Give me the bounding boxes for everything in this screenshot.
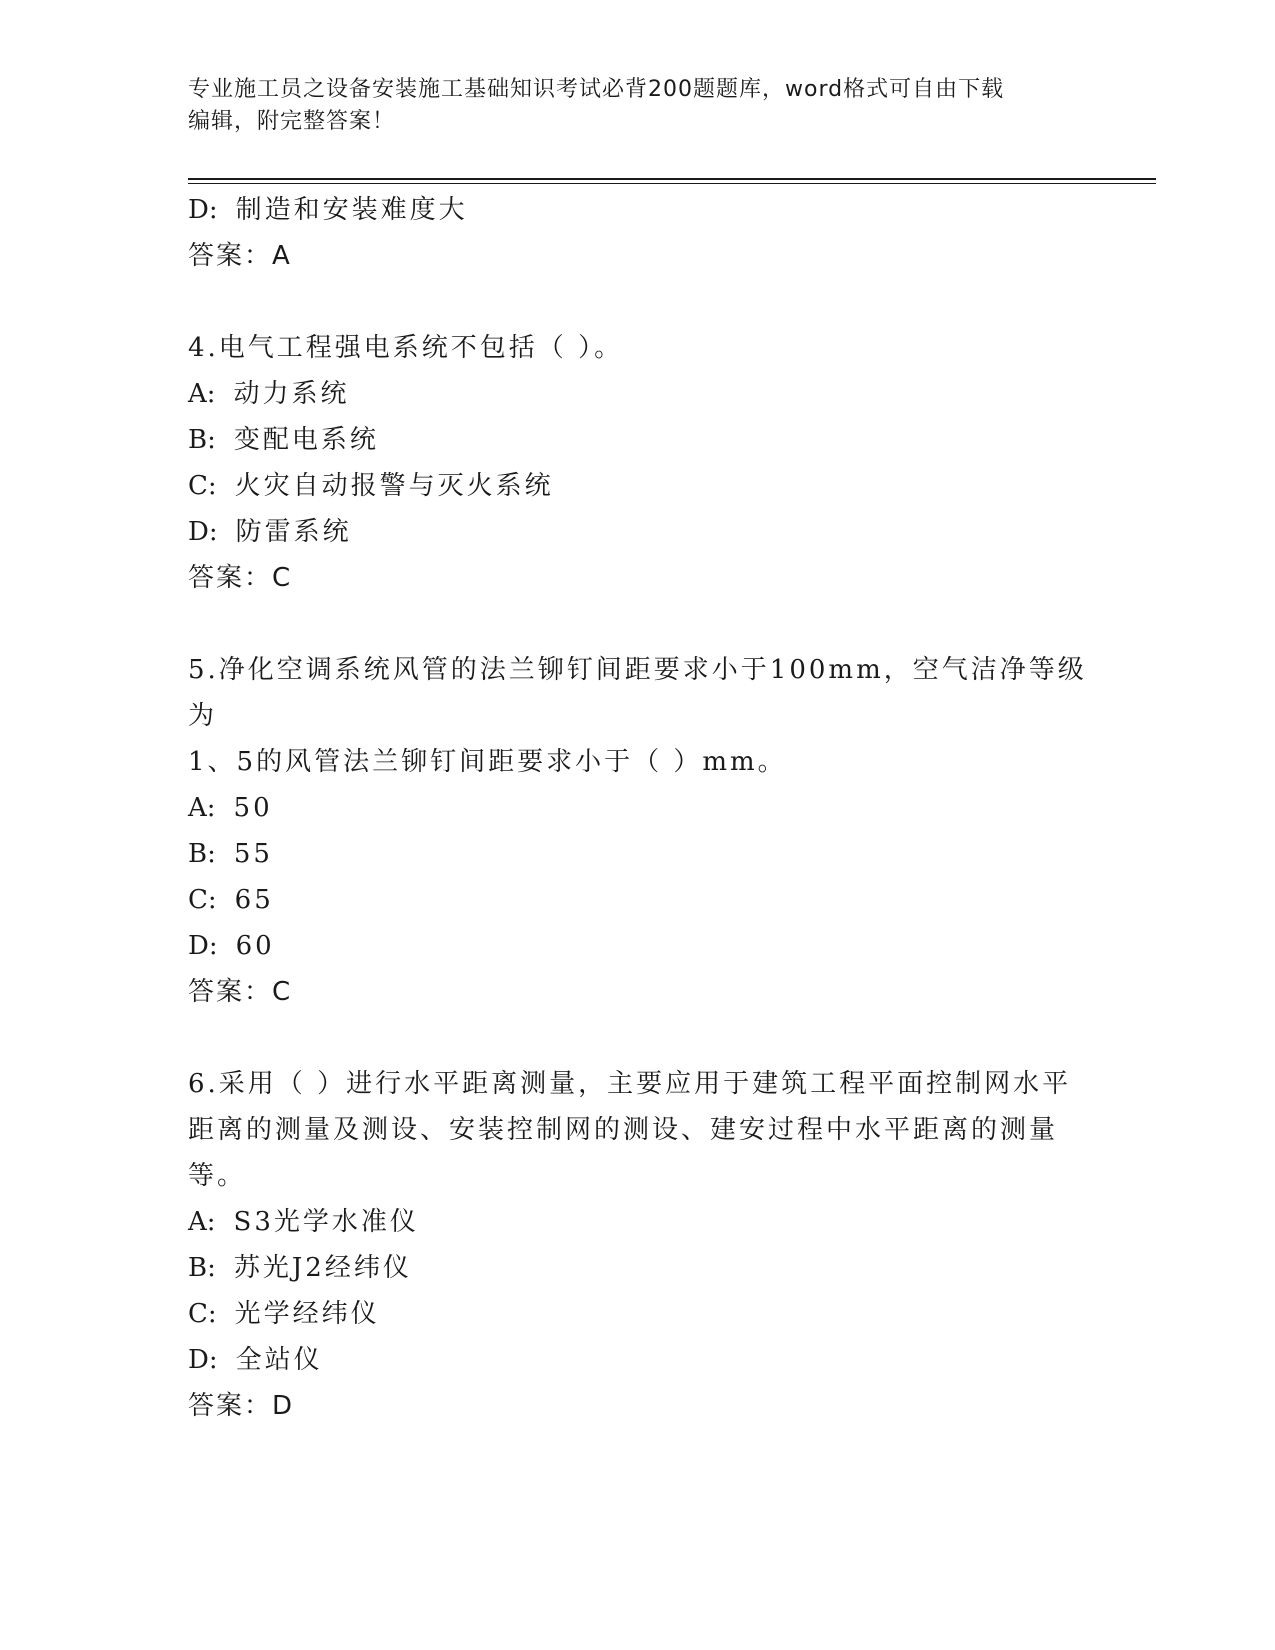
question-6-line-1: 6.采用（ ）进行水平距离测量，主要应用于建筑工程平面控制网水平	[188, 1069, 1072, 1099]
option-label: B:	[188, 425, 216, 455]
question-5-line-2: 1、5的风管法兰铆钉间距要求小于（ ）mm。	[188, 747, 787, 777]
option-label: B:	[188, 839, 216, 869]
option-text: 65	[234, 885, 274, 915]
option-text: 变配电系统	[233, 425, 379, 455]
question-5-line-1: 5.净化空调系统风管的法兰铆钉间距要求小于100mm，空气洁净等级为	[188, 655, 1087, 731]
option-label: C:	[188, 471, 217, 501]
question-6-text	[188, 1061, 1088, 1199]
header-divider-thick	[188, 178, 1156, 180]
option-d	[188, 187, 1088, 233]
option-label: C:	[188, 885, 217, 915]
option-b	[188, 417, 1088, 463]
header-line-2: 编辑，附完整答案！	[188, 109, 396, 134]
header-divider-thin	[188, 183, 1156, 184]
option-text: 动力系统	[233, 379, 350, 409]
question-list	[188, 187, 1088, 1429]
option-label: C:	[188, 1299, 217, 1329]
answer-line: 答案：A	[188, 241, 292, 271]
question-6-line-2: 距离的测量及测设、安装控制网的测设、建安过程中水平距离的测量	[188, 1115, 1059, 1145]
option-text: 光学经纬仪	[234, 1299, 380, 1329]
option-text: 防雷系统	[235, 517, 352, 547]
option-text: 全站仪	[235, 1345, 323, 1375]
answer-line: 答案：D	[188, 1391, 295, 1421]
document-header	[188, 74, 1088, 138]
option-c	[188, 1291, 1088, 1337]
question-4-text: 4.电气工程强电系统不包括（ ）。	[188, 333, 624, 363]
question-6-line-3: 等。	[188, 1161, 247, 1191]
option-text: 苏光J2经纬仪	[233, 1253, 412, 1283]
option-label: D:	[188, 1345, 218, 1375]
answer-line: 答案：C	[188, 977, 293, 1007]
answer-line: 答案：C	[188, 563, 293, 593]
option-b	[188, 1245, 1088, 1291]
option-label: D:	[188, 931, 218, 961]
option-a	[188, 1199, 1088, 1245]
option-c	[188, 877, 1088, 923]
option-label: A:	[188, 379, 216, 409]
option-text: 55	[233, 839, 273, 869]
option-a	[188, 785, 1088, 831]
option-text: 50	[233, 793, 273, 823]
option-c	[188, 463, 1088, 509]
option-d	[188, 923, 1088, 969]
option-b	[188, 831, 1088, 877]
option-d	[188, 509, 1088, 555]
header-line-1: 专业施工员之设备安装施工基础知识考试必背200题题库，word格式可自由下载	[188, 77, 1005, 102]
option-label: D:	[188, 195, 218, 225]
option-label: D:	[188, 517, 218, 547]
option-a	[188, 371, 1088, 417]
option-label: A:	[188, 1207, 216, 1237]
option-label: A:	[188, 793, 216, 823]
option-text: 60	[235, 931, 275, 961]
option-text: 火灾自动报警与灭火系统	[234, 471, 554, 501]
question-5-text	[188, 647, 1088, 785]
option-d	[188, 1337, 1088, 1383]
option-text: 制造和安装难度大	[235, 195, 468, 225]
option-text: S3光学水准仪	[233, 1207, 419, 1237]
option-label: B:	[188, 1253, 216, 1283]
